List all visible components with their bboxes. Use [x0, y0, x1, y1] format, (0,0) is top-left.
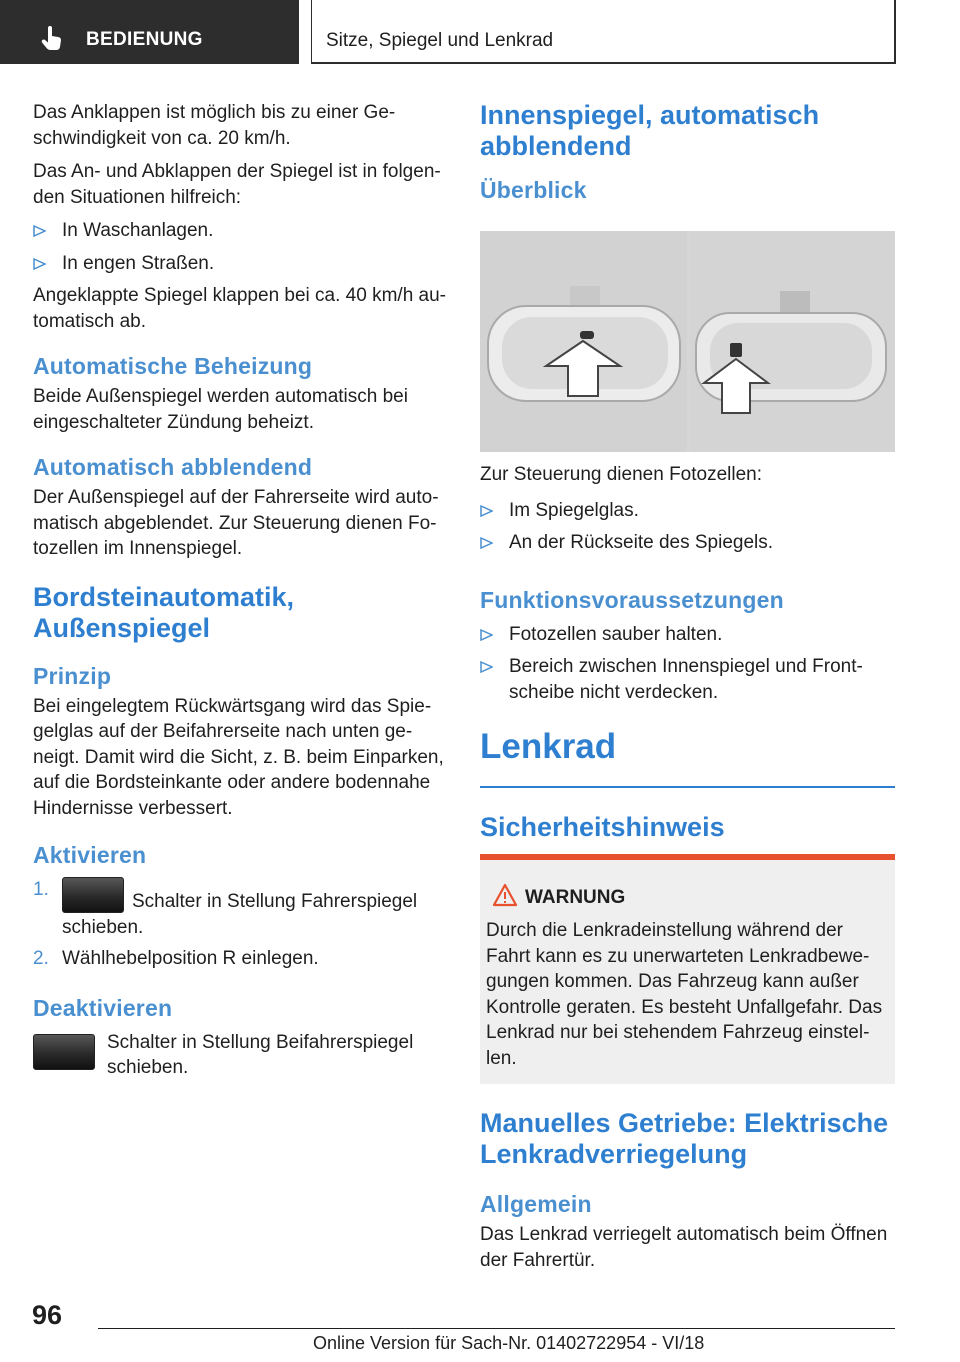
step-number: 1. [33, 879, 49, 900]
section-title: BEDIENUNG [86, 29, 203, 50]
section-tab [0, 0, 299, 64]
warning-triangle-icon [492, 883, 518, 907]
list-item: An der Rückseite des Spiegels. [480, 530, 896, 556]
paragraph-prinzip: Bei eingelegtem Rückwärtsgang wird das Spie-gelglas auf der Beifahrerseite nach unten ge-neigt. Damit wird die Sicht, z. B. beim Einparken, auf die Bordsteinkante oder andere bodennahe Hindernisse verbessert. [33, 695, 444, 819]
mirror-switch-icon [33, 1034, 95, 1070]
chapter-title: Sitze, Spiegel und Lenkrad [326, 30, 554, 51]
page-number: 96 [32, 1300, 63, 1330]
paragraph-fotozellen: Zur Steuerung dienen Fotozellen: [480, 464, 763, 485]
step-item: 2. Wählhebelposition R einlegen. [33, 946, 449, 972]
list-item: In Waschanlagen. [33, 218, 449, 244]
heading-funktionsvoraussetzungen: Funktionsvoraussetzungen [480, 586, 784, 613]
list-item: Im Spiegelglas. [480, 498, 896, 524]
heading-aktivieren: Aktivieren [33, 842, 147, 868]
heading-bordstein: Bordsteinautomatik, Außenspiegel [33, 581, 295, 643]
heading-underline [480, 786, 895, 788]
right-column-bottom [480, 1108, 896, 1281]
footer-rule [98, 1328, 895, 1329]
heading-manuelles-getriebe: Manuelles Getriebe: Elektrische Lenkradverriegelung [480, 1108, 889, 1169]
warning-text: Durch die Lenkradeinstellung während der Fahrt kann es zu unerwarteten Lenkradbewe-gungen kommen. Das Fahrzeug kann außer Kontrolle geraten. Es besteht Unfallgefahr. Das Lenkrad nur bei stehendem Fahrzeug einstel-len. [486, 920, 883, 1069]
chapter-tab [311, 0, 896, 64]
warning-box [480, 854, 895, 1084]
heading-sicherheitshinweis: Sicherheitshinweis [480, 812, 725, 842]
paragraph-allgemein: Das Lenkrad verriegelt automatisch beim Öffnen der Fahrertür. [480, 1224, 888, 1271]
step-item: 1. Schalter in Stellung Fahrerspiegel schieben. [33, 879, 418, 938]
bullet-triangle-icon [33, 225, 46, 237]
hand-pointer-icon [40, 26, 64, 52]
paragraph-fold-back: Angeklappte Spiegel klappen bei ca. 40 km/h au-tomatisch ab. [33, 285, 446, 332]
list-item: Bereich zwischen Innenspiegel und Front-scheibe nicht verdecken. [480, 654, 896, 705]
heading-innenspiegel: Innenspiegel, automatisch abblendend [480, 100, 820, 161]
deaktivieren-block: Schalter in Stellung Beifahrerspiegel schieben. [33, 1030, 449, 1081]
heading-lenkrad: Lenkrad [480, 727, 617, 766]
warning-title: WARNUNG [525, 887, 626, 908]
right-column [480, 100, 896, 204]
bullet-triangle-icon [480, 537, 493, 549]
mirror-photo [480, 231, 895, 452]
heading-prinzip: Prinzip [33, 662, 112, 689]
paragraph-heizung: Beide Außenspiegel werden automatisch bei eingeschalteter Zündung beheizt. [33, 386, 408, 433]
step-number: 2. [33, 948, 49, 969]
heading-ueberblick: Überblick [480, 177, 587, 203]
heading-heizung: Automatische Beheizung [33, 353, 313, 379]
left-column [33, 100, 449, 1081]
paragraph-fold-situations: Das An- und Abklappen der Spiegel ist in folgen-den Situationen hilfreich: [33, 161, 441, 208]
list-item: Fotozellen sauber halten. [480, 622, 896, 648]
rearview-mirror-illustration [480, 231, 895, 452]
bullet-triangle-icon [480, 629, 493, 641]
mirror-switch-icon [62, 877, 124, 913]
heading-allgemein: Allgemein [480, 1191, 592, 1217]
bullet-triangle-icon [33, 258, 46, 270]
paragraph-fold-speed: Das Anklappen ist möglich bis zu einer Ge-schwindigkeit von ca. 20 km/h. [33, 102, 396, 149]
right-column-lower [480, 462, 896, 767]
heading-deaktivieren: Deaktivieren [33, 994, 173, 1021]
paragraph-abblend: Der Außenspiegel auf der Fahrerseite wird auto-matisch abgeblendet. Zur Steuerung dienen Fo-tozellen im Innenspiegel. [33, 487, 439, 559]
bullet-triangle-icon [480, 505, 493, 517]
heading-abblend: Automatisch abblendend [33, 454, 313, 480]
bullet-triangle-icon [480, 661, 493, 673]
footer-online-version: Online Version für Sach-Nr. 01402722954 - VI/18 [313, 1333, 705, 1353]
list-item: In engen Straßen. [33, 251, 449, 277]
